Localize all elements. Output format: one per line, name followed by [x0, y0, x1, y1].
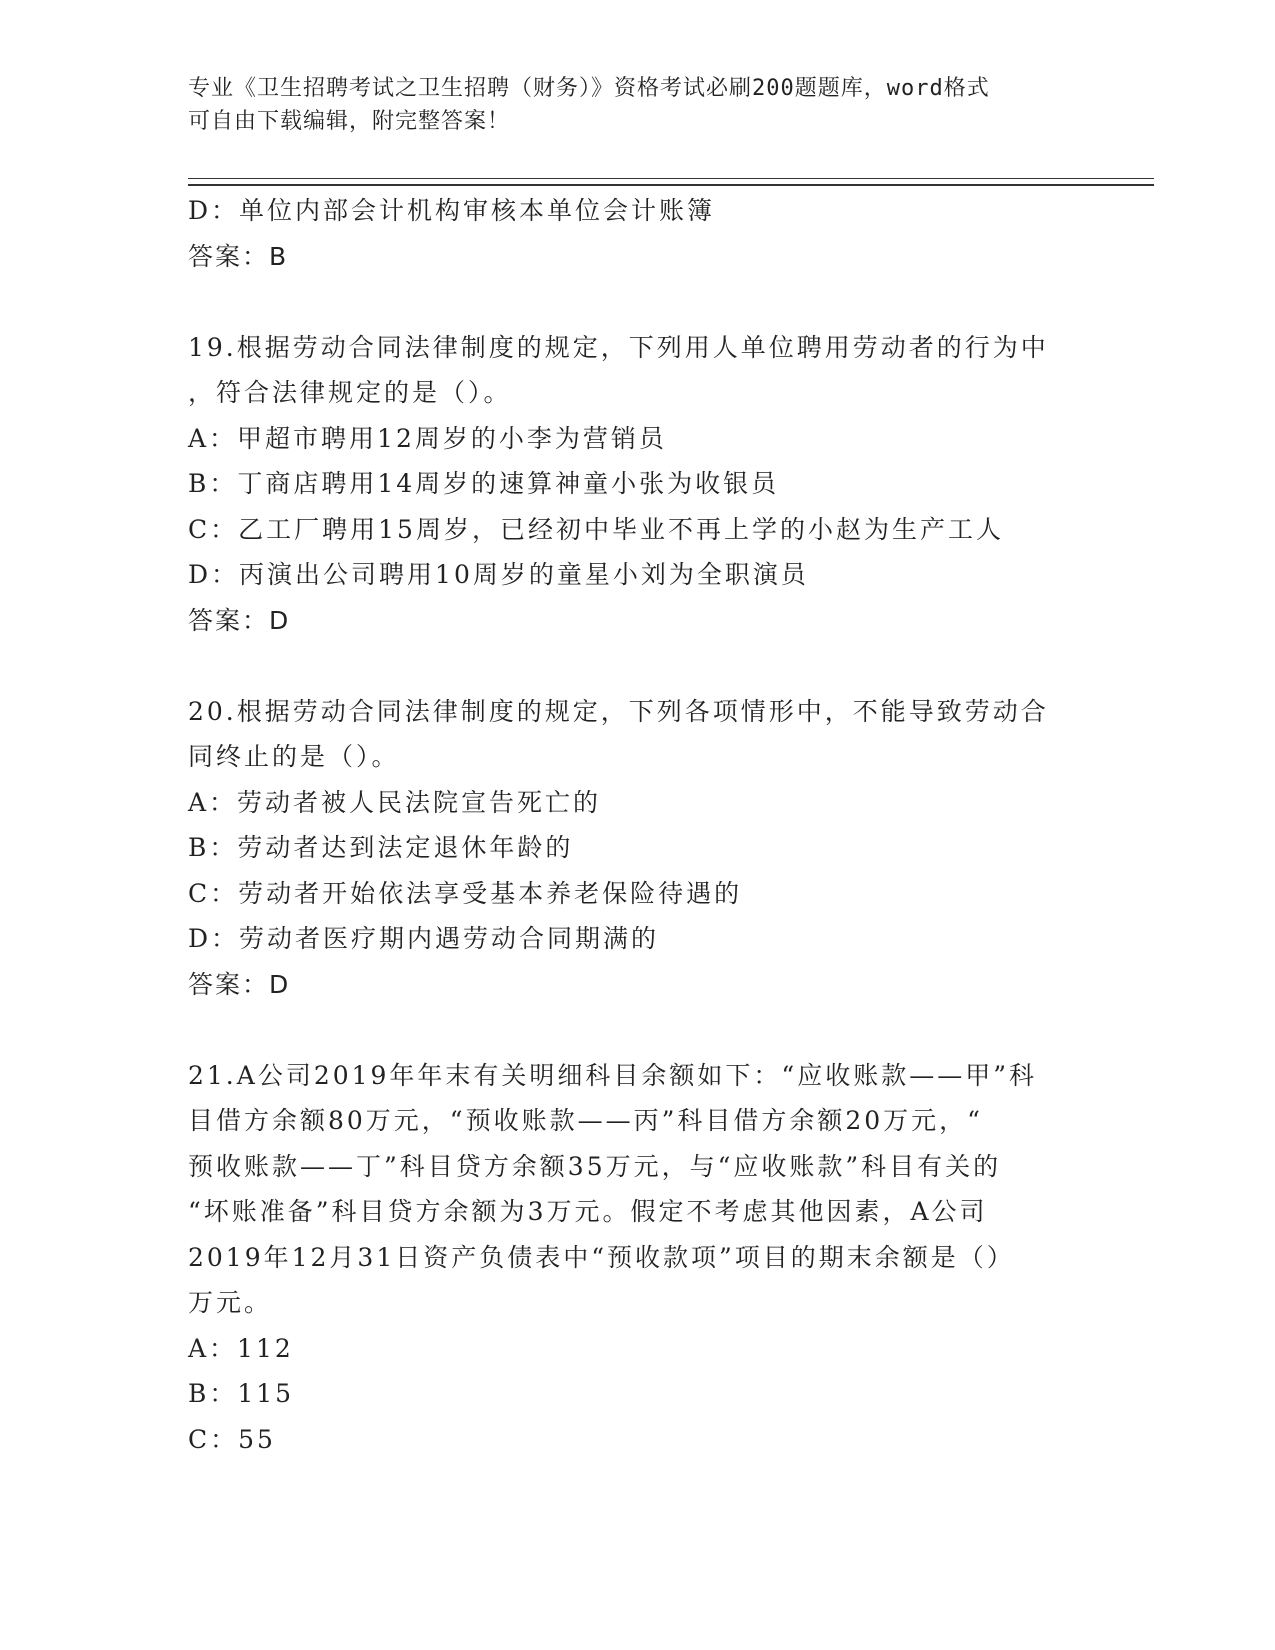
- question-19-option-c: C：乙工厂聘用15周岁，已经初中毕业不再上学的小赵为生产工人: [188, 514, 1004, 544]
- spacer: [188, 1007, 1088, 1053]
- question-20: [188, 689, 1088, 1008]
- header-title-line-1: 专业《卫生招聘考试之卫生招聘（财务）》资格考试必刷200题题库，word格式: [188, 76, 990, 101]
- question-21-stem-line-4: “坏账准备”科目贷方余额为3万元。假定不考虑其他因素，A公司: [188, 1197, 988, 1226]
- header-title-line-2: 可自由下载编辑，附完整答案！: [188, 109, 511, 134]
- header-rule-thin: [188, 178, 1154, 179]
- question-21-option-b: B：115: [188, 1379, 295, 1408]
- question-20-option-a: A：劳动者被人民法院宣告死亡的: [188, 787, 602, 817]
- question-20-stem-line-2: 同终止的是（）。: [188, 742, 400, 771]
- question-19-answer: 答案：D: [188, 605, 291, 635]
- question-21-stem-line-3: 预收账款——丁”科目贷方余额35万元，与“应收账款”科目有关的: [188, 1151, 1002, 1181]
- document-header: [188, 72, 1088, 138]
- question-20-option-d: D：劳动者医疗期内遇劳动合同期满的: [188, 924, 660, 953]
- question-20-option-c: C：劳动者开始依法享受基本养老保险待遇的: [188, 878, 743, 908]
- question-20-answer: 答案：D: [188, 969, 291, 999]
- question-19-stem-line-2: ，符合法律规定的是（）。: [188, 378, 512, 407]
- document-body: [188, 188, 1088, 1462]
- question-21-stem-line-1: 21.A公司2019年年末有关明细科目余额如下：“应收账款——甲”科: [188, 1060, 1037, 1090]
- question-20-stem-line-1: 20.根据劳动合同法律制度的规定，下列各项情形中，不能导致劳动合: [188, 696, 1049, 726]
- spacer: [188, 643, 1088, 689]
- question-21: [188, 1053, 1088, 1463]
- spacer: [188, 279, 1088, 325]
- question-21-stem-line-2: 目借方余额80万元，“预收账款——丙”科目借方余额20万元，“: [188, 1106, 983, 1135]
- question-19-option-d: D：丙演出公司聘用10周岁的童星小刘为全职演员: [188, 560, 809, 589]
- prev-question-answer: 答案：B: [188, 241, 289, 271]
- question-21-stem-line-5: 2019年12月31日资产负债表中“预收款项”项目的期末余额是（）: [188, 1242, 1015, 1272]
- question-21-option-a: A：112: [188, 1333, 294, 1363]
- prev-question-option-d: D：单位内部会计机构审核本单位会计账簿: [188, 196, 716, 225]
- question-21-stem-line-6: 万元。: [188, 1288, 273, 1317]
- question-19: [188, 325, 1088, 644]
- question-19-option-b: B：丁商店聘用14周岁的速算神童小张为收银员: [188, 469, 780, 498]
- question-19-stem-line-1: 19.根据劳动合同法律制度的规定，下列用人单位聘用劳动者的行为中: [188, 332, 1049, 362]
- question-19-option-a: A：甲超市聘用12周岁的小李为营销员: [188, 423, 667, 453]
- question-20-option-b: B：劳动者达到法定退休年龄的: [188, 833, 574, 862]
- header-rule-thick: [188, 184, 1154, 186]
- question-21-option-c: C：55: [188, 1424, 276, 1454]
